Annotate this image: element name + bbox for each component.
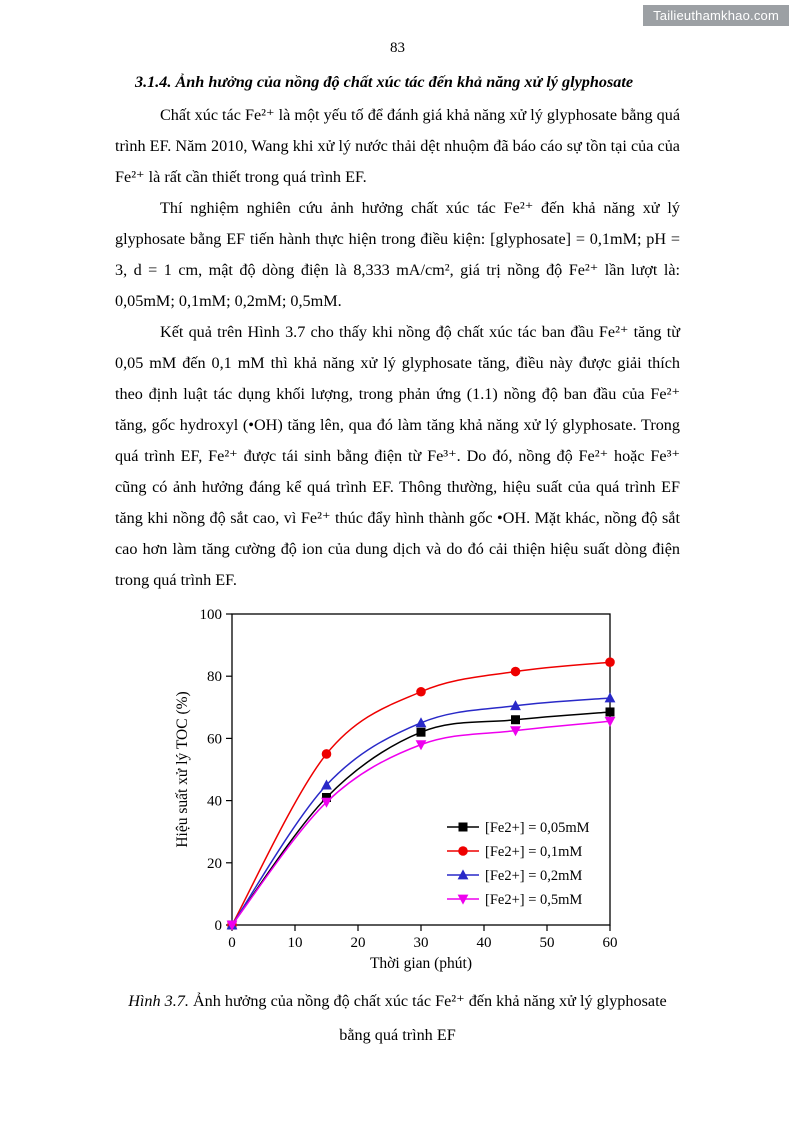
figure-caption-line2: bằng quá trình EF	[339, 1026, 456, 1044]
x-tick-label: 40	[476, 935, 492, 951]
watermark: Tailieuthamkhao.com	[643, 5, 789, 26]
marker-circle	[511, 667, 521, 677]
section-heading: 3.1.4. Ảnh hưởng của nồng độ chất xúc tác đến khả năng xử lý glyphosate	[135, 73, 634, 91]
legend-label: [Fe2+] = 0,05mM	[485, 820, 590, 836]
paragraph-experiment-conditions: Thí nghiệm nghiên cứu ảnh hưởng chất xúc tác Fe²⁺ đến khả năng xử lý glyphosate bằng EF tiến hành thực hiện trong điều kiện: [glyphosate] = 0,1mM; pH = 3, d = 1 cm, mật độ dòng điện là 8,333 mA/cm², giá trị nồng độ Fe²⁺ lần lượt là: 0,05mM; 0,1mM; 0,2mM; 0,5mM.	[115, 199, 680, 310]
legend-label: [Fe2+] = 0,1mM	[485, 844, 583, 860]
legend-item-3	[447, 892, 582, 908]
y-tick-label: 20	[207, 855, 222, 872]
toc-efficiency-line-chart	[172, 604, 642, 976]
x-tick-label: 60	[602, 935, 618, 951]
figure-caption	[115, 984, 680, 1052]
legend-item-0	[447, 820, 590, 836]
chart-legend	[447, 820, 590, 908]
x-tick-label: 20	[350, 935, 366, 951]
paragraph-catalyst-intro: Chất xúc tác Fe²⁺ là một yếu tố để đánh giá khả năng xử lý glyphosate bằng quá trình EF. Năm 2010, Wang khi xử lý nước thải dệt nhuộm đã báo cáo sự tồn tại của của Fe²⁺ là rất cần thiết trong quá trình EF.	[115, 106, 680, 186]
paragraph-results-discussion: Kết quả trên Hình 3.7 cho thấy khi nồng độ chất xúc tác ban đầu Fe²⁺ tăng từ 0,05 mM đến 0,1 mM thì khả năng xử lý glyphosate tăng, điều này được giải thích theo định luật tác dụng khối lượng, trong phản ứng (1.1) nồng độ ban đầu của Fe²⁺ tăng, gốc hydroxyl (•OH) tăng lên, qua đó làm tăng khả năng xử lý glyphosate. Trong quá trình EF, Fe²⁺ được tái sinh bằng điện từ Fe³⁺. Do đó, nồng độ Fe²⁺ hoặc Fe³⁺ cũng có ảnh hưởng đáng kể quá trình EF. Thông thường, hiệu suất của quá trình EF tăng khi nồng độ sắt cao, vì Fe²⁺ thúc đẩy hình thành gốc •OH. Mặt khác, nồng độ sắt cao hơn làm tăng cường độ ion của dung dịch và do đó cải thiện hiệu suất dòng điện trong quá trình EF.	[115, 323, 680, 589]
x-tick-label: 30	[413, 935, 429, 951]
series-1	[227, 657, 615, 929]
legend-item-1	[447, 844, 582, 860]
x-axis-label: Thời gian (phút)	[369, 955, 473, 972]
figure-caption-text: Ảnh hưởng của nồng độ chất xúc tác Fe²⁺ đến khả năng xử lý glyphosate	[188, 992, 667, 1010]
y-tick-label: 0	[214, 918, 222, 934]
y-tick-label: 80	[207, 669, 222, 686]
legend-label: [Fe2+] = 0,2mM	[485, 868, 583, 884]
marker-circle	[322, 749, 332, 759]
marker-square	[606, 707, 615, 716]
marker-triangle-down	[416, 740, 427, 750]
y-tick-label: 60	[207, 731, 222, 748]
figure-caption-label: Hình 3.7.	[128, 992, 189, 1010]
marker-circle	[458, 846, 468, 856]
legend-item-2	[447, 868, 582, 884]
marker-square	[511, 715, 520, 724]
marker-triangle-up	[605, 692, 616, 702]
x-tick-label: 10	[287, 935, 303, 951]
marker-square	[459, 823, 468, 832]
page-number: 83	[390, 40, 405, 56]
y-tick-label: 40	[207, 793, 222, 810]
y-tick-label: 100	[199, 607, 222, 623]
x-tick-label: 0	[228, 935, 236, 951]
marker-square	[417, 728, 426, 737]
figure-3-7	[115, 604, 680, 976]
figure-caption-line1	[115, 984, 680, 1018]
x-tick-label: 50	[539, 935, 555, 951]
marker-circle	[416, 687, 426, 697]
y-axis-label: Hiệu suất xử lý TOC (%)	[174, 691, 191, 848]
marker-circle	[605, 657, 615, 667]
legend-label: [Fe2+] = 0,5mM	[485, 892, 583, 908]
marker-triangle-up	[416, 717, 427, 727]
